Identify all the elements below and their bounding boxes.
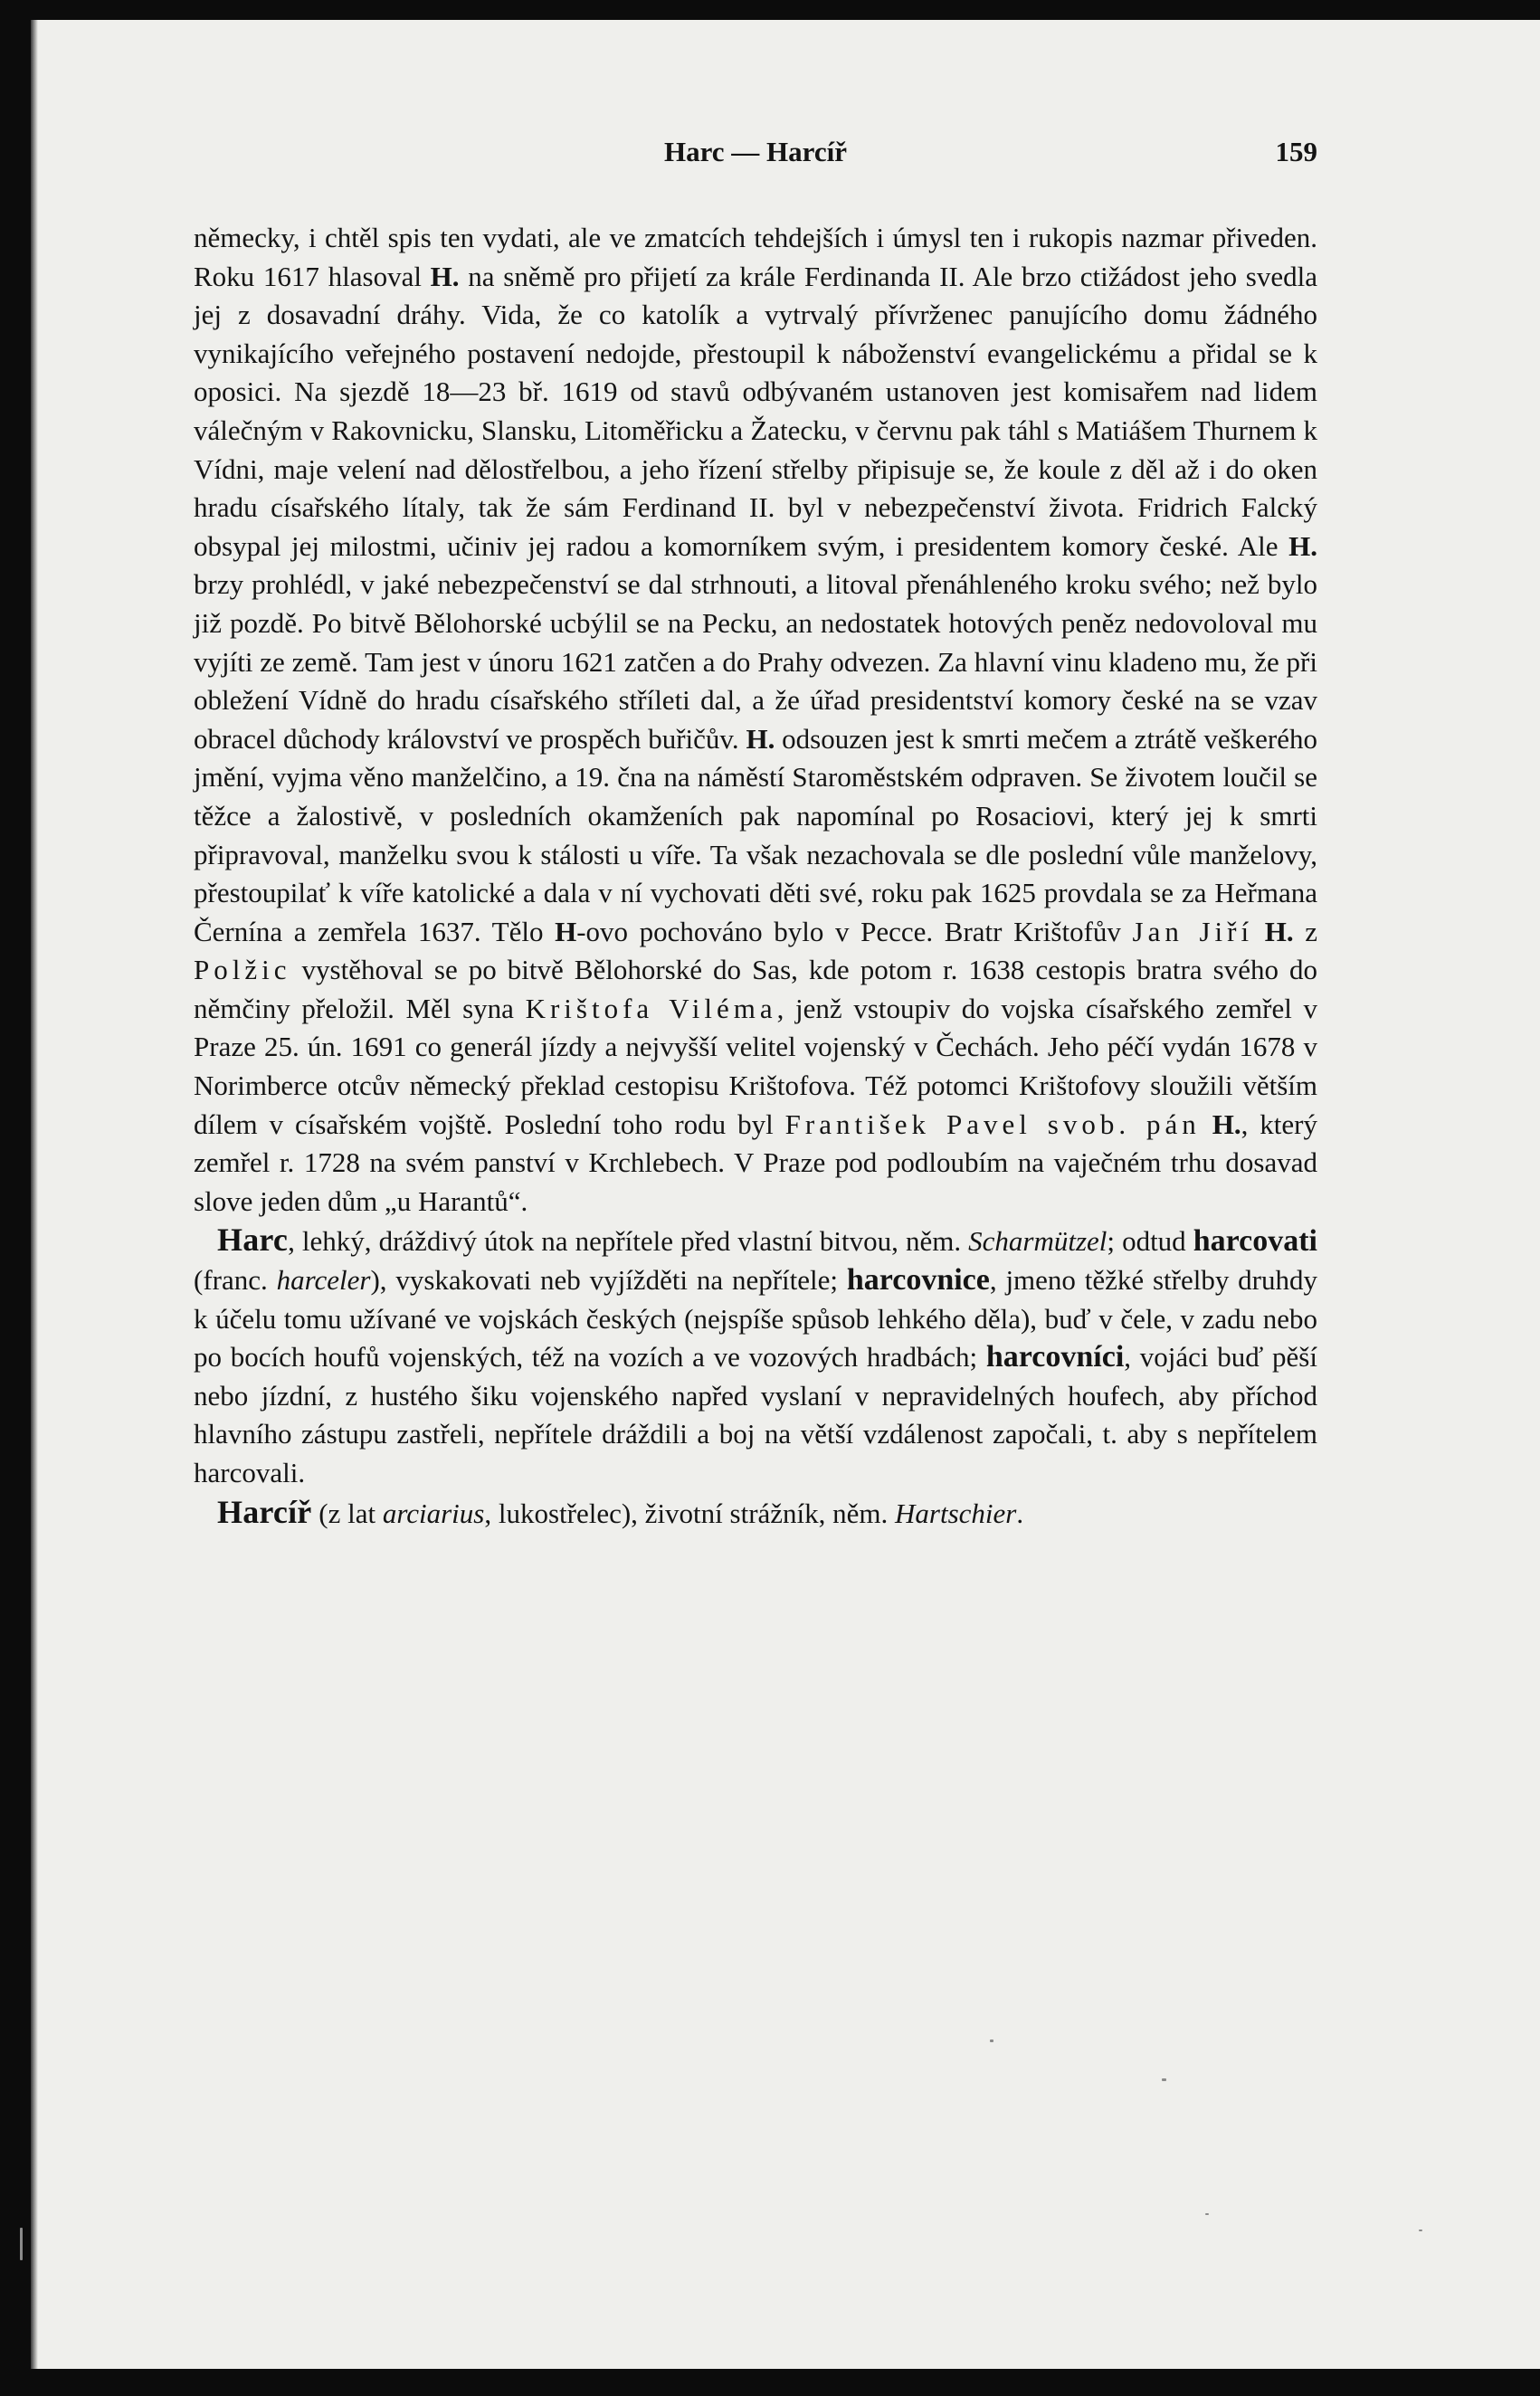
place-name-polzic: Polžic bbox=[194, 954, 291, 986]
scan-speck bbox=[990, 2039, 993, 2042]
person-name-jan-jiri: Jan Jiří bbox=[1132, 915, 1254, 947]
text-run bbox=[1253, 916, 1265, 947]
entry-continuation bbox=[194, 219, 1317, 1221]
entry-harcir bbox=[194, 1493, 1317, 1534]
abbrev-h: H. bbox=[1288, 529, 1317, 562]
headword-harcir: Harcíř bbox=[217, 1493, 312, 1530]
page-number: 159 bbox=[1275, 136, 1317, 167]
page-body bbox=[194, 219, 1317, 1533]
abbrev-h: H. bbox=[430, 260, 460, 292]
text-run bbox=[1201, 1108, 1212, 1140]
abbrev-h: H. bbox=[1212, 1108, 1241, 1140]
running-head: Harc — Harcíř bbox=[663, 136, 847, 167]
text-run: -ovo pochováno bylo v Pecce. Bratr Krištofův bbox=[576, 915, 1133, 947]
text-run: , jenž vstoupiv do vojska císařského zemřel v Praze 25. ún. 1691 co generál jízdy a nejvyšší velitel vojenský v Čechách. Jeho péčí vydán 1678 v Norimberce otcův německý překlad cestopisu Krištofova. Též potomci Krištofovy sloužili větším dílem v císařském vojště. Poslední toho rodu byl bbox=[194, 992, 1317, 1140]
text-run: ; odtud bbox=[1107, 1225, 1193, 1258]
binding-shadow bbox=[31, 20, 38, 2369]
text-run: brzy prohlédl, v jaké nebezpečenství se dal strhnouti, a litoval přenáhleného kroku svého; než bylo již pozdě. Po bitvě Bělohorské ucbýlil se na Pecku, an nedostatek hotových peněz nedovoloval mu vyjíti ze země. Tam jest v únoru 1621 zatčen a do Prahy odvezen. Za hlavní vinu kladeno mu, že při obležení Vídně do hradu císařského stříleti dal, a že úřad presidentství komory české na se vzav obracel důchody království ve prospěch buřičův. bbox=[194, 568, 1317, 755]
scan-speck bbox=[1205, 2213, 1209, 2215]
abbrev-h: H bbox=[555, 915, 577, 947]
text-run: německy, i chtěl spis ten vydati, ale ve zmatcích tehdejších i úmysl ten i rukopis nazmar přiveden. Roku 1617 hlasoval bbox=[194, 222, 1317, 292]
entry-harc bbox=[194, 1221, 1317, 1492]
text-run: , lukostřelec), životní strážník, něm. bbox=[484, 1497, 896, 1529]
scan-speck bbox=[1419, 2230, 1422, 2231]
german-term: Hartschier bbox=[895, 1497, 1017, 1529]
text-run: (z lat bbox=[311, 1497, 383, 1529]
german-term: Scharmützel bbox=[968, 1225, 1107, 1258]
text-run: odsouzen jest k smrti mečem a ztrátě veškerého jmění, vyjma věno manželčino, a 19. čna na náměstí Staroměstském odpraven. Se životem loučil se těžce a žalostivě, v posledních okamženích pak napomínal po Rosaciovi, který jej k smrti připravoval, manželku svou k stálosti u víře. Ta však nezachovala se dle poslední vůle manželovy, přestoupilať k víře katolické a dala v ní vychovati děti své, roku pak 1625 provdala se za Heřmana Černína a zemřela 1637. Tělo bbox=[194, 722, 1317, 947]
text-run: ), vyskakovati neb vyjížděti na nepřítele; bbox=[370, 1264, 847, 1297]
french-term: harceler bbox=[276, 1264, 371, 1297]
subentry-harcovnici: harcovníci bbox=[985, 1340, 1125, 1374]
subentry-harcovnice: harcovnice bbox=[846, 1263, 990, 1298]
text-run: (franc. bbox=[194, 1264, 277, 1297]
person-name-kristof-vilem: Krištofa Viléma bbox=[525, 992, 777, 1024]
text-run: , vojáci buď pěší nebo jízdní, z hustého šiku vojenského napřed vyslaní v nepravidelných houfech, aby příchod hlavního zástupu zastřeli, nepřítele dráždili a boj na větší vzdálenost započali, t. aby s nepřítelem harcovali. bbox=[194, 1341, 1317, 1488]
subentry-harcovati: harcovati bbox=[1193, 1224, 1317, 1259]
scan-speck bbox=[1162, 2078, 1166, 2081]
text-run: , lehký, dráždivý útok na nepřítele před vlastní bitvou, něm. bbox=[288, 1225, 969, 1258]
text-run: , jmeno těžké střelby druhdy k účelu tomu užívané ve vojskách českých (nejspíše spůsob lehkého děla), buď v čele, v zadu nebo po bocích houfů vojenských, též na vozích a ve vozových hradbách; bbox=[194, 1264, 1317, 1374]
scan-speck bbox=[20, 2228, 23, 2260]
abbrev-h: H. bbox=[1264, 915, 1294, 947]
text-run: . bbox=[1016, 1497, 1024, 1529]
text-run: vystěhoval se po bitvě Bělohorské do Sas, kde potom r. 1638 cestopis bratra svého do němčiny přeložil. Měl syna bbox=[194, 954, 1317, 1024]
text-run: z bbox=[1293, 915, 1317, 947]
abbrev-h: H. bbox=[746, 722, 775, 755]
text-run: na sněmě pro přijetí za krále Ferdinanda II. Ale brzo ctižádost jeho svedla jej z dosavadní dráhy. Vida, že co katolík a vytrvalý přívrženec panujícího domu žádného vynikajícího veřejného postavení nedojde, přestoupil k náboženství evangelickému a přidal se k oposici. Na sjezdě 18—23 bř. 1619 od stavů odbývaném ustanoven jest komisařem nad lidem válečným v Rakovnicku, Slansku, Litoměřicku a Žatecku, v červnu pak táhl s Matiášem Thurnem k Vídni, maje velení nad dělostřelbou, a jeho řízení střelby připisuje se, že koule z děl až i do oken hradu císařského lítaly, tak že sám Ferdinand II. byl v nebezpečenství života. Fridrich Falcký obsypal jej milostmi, učiniv jej radou a komorníkem svým, i presidentem komory české. Ale bbox=[194, 260, 1317, 562]
page-header bbox=[194, 136, 1317, 176]
book-page bbox=[194, 136, 1317, 1533]
person-name-frantisek-pavel: František Pavel svob. pán bbox=[784, 1108, 1201, 1140]
text-run: , který zemřel r. 1728 na svém panství v Krchlebech. V Praze pod podloubím na vaječném trhu dosavad slove jeden dům „u Harantů“. bbox=[194, 1108, 1317, 1217]
latin-term: arciarius bbox=[382, 1497, 485, 1529]
headword-harc: Harc bbox=[217, 1222, 289, 1259]
